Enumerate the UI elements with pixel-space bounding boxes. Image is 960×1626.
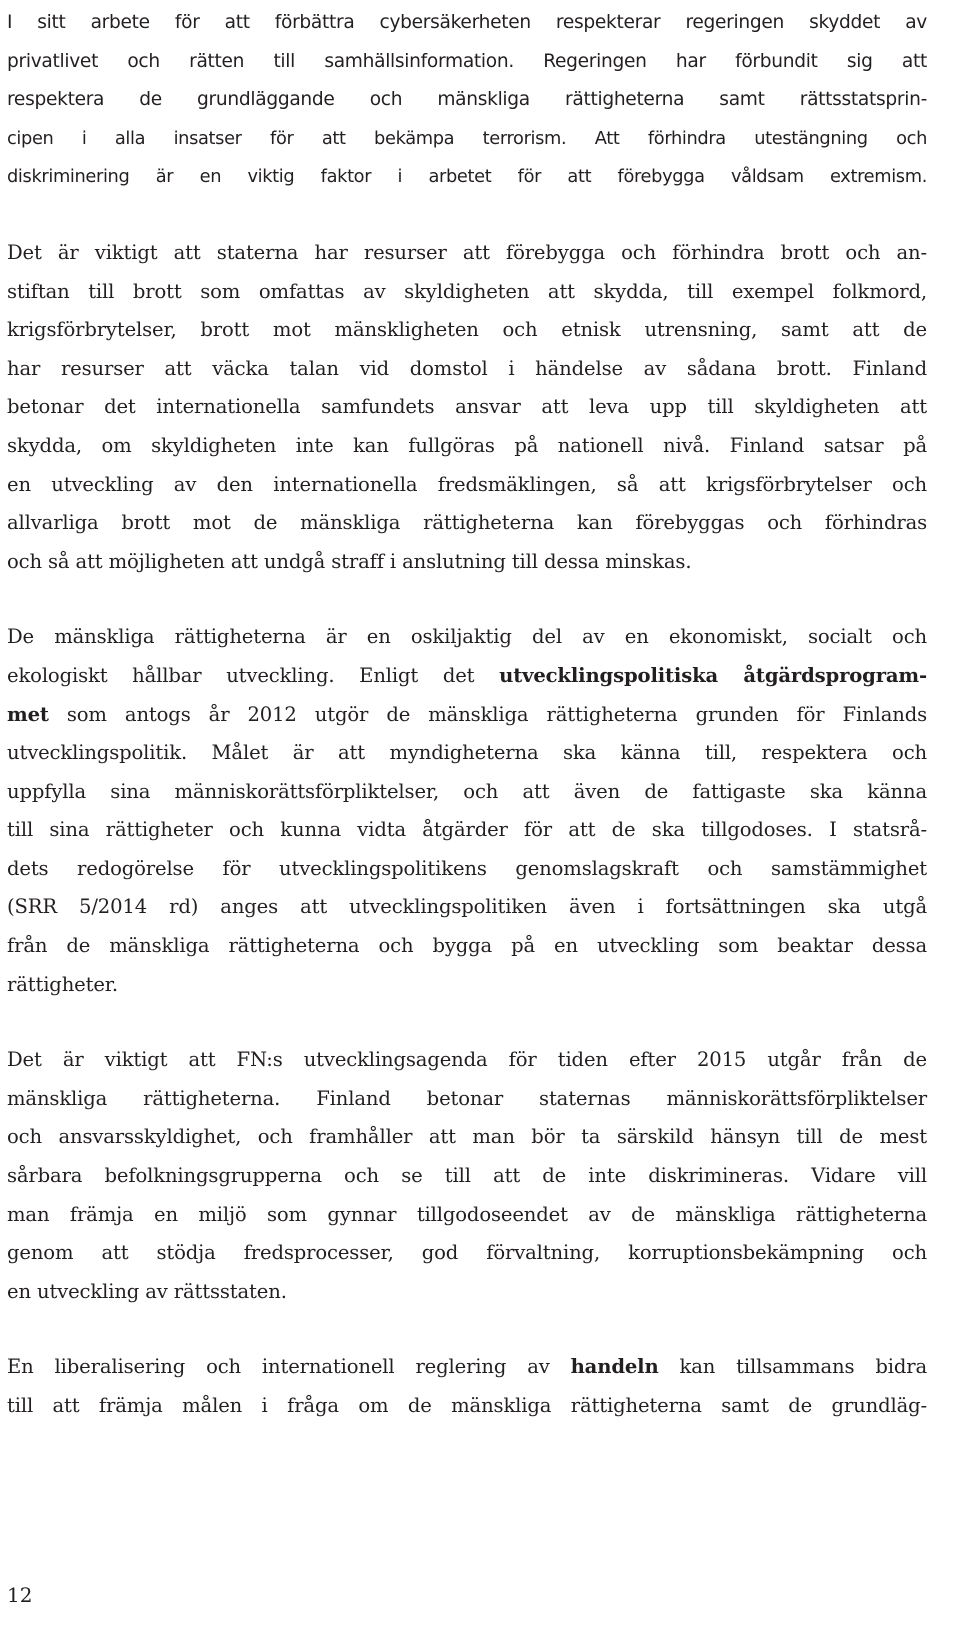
text-line: Det är viktigt att staterna har resurser att förebygga och förhindra brott och an- <box>7 240 927 264</box>
text-line: har resurser att väcka talan vid domstol i händelse av sådana brott. Finland <box>7 356 927 380</box>
text-line: I sitt arbete för att förbättra cybersäkerheten respekterar regeringen skyddet av <box>7 12 927 33</box>
text-line: till att främja målen i fråga om de mänskliga rättigheterna samt de grundläg- <box>7 1394 927 1417</box>
text-line-with-bold <box>7 657 927 696</box>
text-line: privatlivet och rätten till samhällsinformation. Regeringen har förbundit sig att <box>7 50 927 72</box>
text-line: skydda, om skyldigheten inte kan fullgöras på nationell nivå. Finland satsar på <box>7 433 927 457</box>
paragraph-spacer <box>7 1311 927 1348</box>
text-line: dets redogörelse för utvecklingspolitikens genomslagskraft och samstämmighet <box>7 856 927 880</box>
text-line: genom att stödja fredsprocesser, god förvaltning, korruptionsbekämpning och <box>7 1241 927 1265</box>
text-line: en utveckling av den internationella fredsmäklingen, så att krigsförbrytelser och <box>7 472 927 496</box>
text-line-with-bold <box>7 1348 927 1387</box>
text-line: rättigheter. <box>7 972 118 996</box>
paragraph-responsibility-to-protect <box>7 234 927 581</box>
paragraph-spacer <box>7 197 927 234</box>
text-line: krigsförbrytelser, brott mot mänskligheten och etnisk utrensning, samt att de <box>7 318 927 342</box>
text-line: man främja en miljö som gynnar tillgodoseendet av de mänskliga rättigheterna <box>7 1202 927 1226</box>
document-page <box>7 0 927 1426</box>
text-line: betonar det internationella samfundets ansvar att leva upp till skyldigheten att <box>7 395 927 419</box>
text-line: Det är viktigt att FN:s utvecklingsagenda för tiden efter 2015 utgår från de <box>7 1048 927 1072</box>
text-line: och ansvarsskyldighet, och framhåller att man bör ta särskild hänsyn till de mest <box>7 1125 927 1149</box>
text-line: diskriminering är en viktig faktor i arbetet för att förebygga våldsam extremism. <box>7 166 927 188</box>
text-line: De mänskliga rättigheterna är en oskiljaktig del av en ekonomiskt, socialt och <box>7 625 927 649</box>
text-span: kan tillsammans bidra <box>658 1355 927 1379</box>
paragraph-trade <box>7 1348 927 1425</box>
paragraph-spacer <box>7 1004 927 1041</box>
paragraph-development-policy <box>7 618 927 1004</box>
text-line-with-bold <box>7 696 927 735</box>
text-span: ekologiskt hållbar utveckling. Enligt det <box>7 663 500 687</box>
text-line: sårbara befolkningsgrupperna och se till att de inte diskrimineras. Vidare vill <box>7 1164 927 1188</box>
text-line: en utveckling av rättsstaten. <box>7 1279 287 1303</box>
text-span: som antogs år 2012 utgör de mänskliga rättigheterna grunden för Finlands <box>48 702 927 726</box>
text-line: respektera de grundläggande och mänskliga rättigheterna samt rättsstatsprin- <box>7 89 927 111</box>
paragraph-un-agenda <box>7 1041 927 1311</box>
text-line: cipen i alla insatser för att bekämpa terrorism. Att förhindra utestängning och <box>7 127 927 149</box>
paragraph-cybersecurity <box>7 4 927 197</box>
text-line: allvarliga brott mot de mänskliga rättigheterna kan förebyggas och förhindras <box>7 511 927 535</box>
text-line: utvecklingspolitik. Målet är att myndigheterna ska känna till, respektera och <box>7 741 927 765</box>
page-number: 12 <box>7 1583 33 1607</box>
bold-term-programme-end: met <box>7 702 49 726</box>
text-line: stiftan till brott som omfattas av skyldigheten att skydda, till exempel folkmord, <box>7 279 927 303</box>
text-line: (SRR 5/2014 rd) anges att utvecklingspolitiken även i fortsättningen ska utgå <box>7 895 927 919</box>
paragraph-spacer <box>7 581 927 618</box>
bold-term-trade: handeln <box>570 1355 659 1379</box>
text-span: En liberalisering och internationell reglering av <box>7 1355 571 1379</box>
text-line: från de mänskliga rättigheterna och bygga på en utveckling som beaktar dessa <box>7 934 927 958</box>
text-line: uppfylla sina människorättsförpliktelser, och att även de fattigaste ska känna <box>7 779 927 803</box>
text-line: och så att möjligheten att undgå straff i anslutning till dessa minskas. <box>7 549 692 573</box>
text-line: mänskliga rättigheterna. Finland betonar staternas människorättsförpliktelser <box>7 1086 927 1110</box>
bold-term-programme: utvecklingspolitiska åtgärdsprogram- <box>499 663 927 687</box>
text-line: till sina rättigheter och kunna vidta åtgärder för att de ska tillgodoses. I statsrå- <box>7 818 927 842</box>
